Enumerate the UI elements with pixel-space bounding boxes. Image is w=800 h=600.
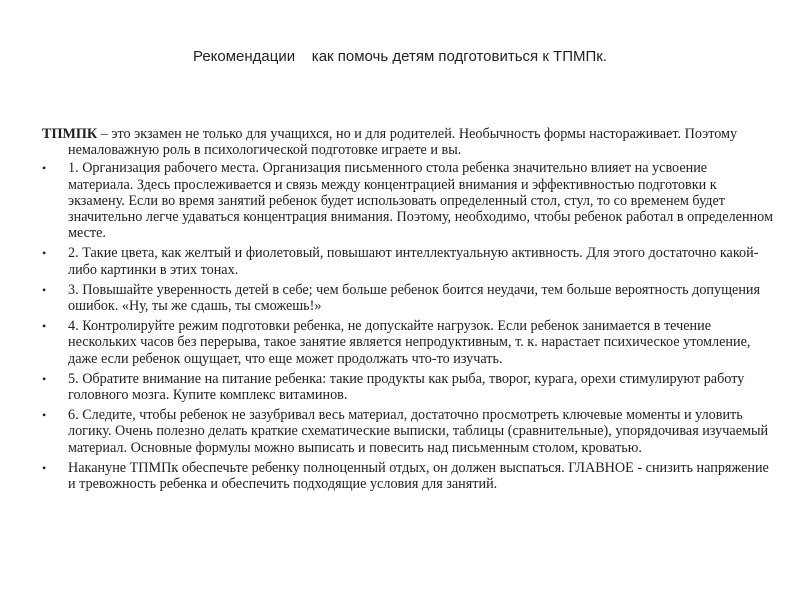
- bullet-icon: •: [42, 460, 47, 475]
- intro-lead: ТПМПК: [42, 126, 98, 142]
- bullet-icon: •: [42, 282, 47, 297]
- slide-title: Рекомендации как помочь детям подготовиться к ТПМПк.: [192, 48, 608, 65]
- list-item: [40, 282, 775, 314]
- bullet-icon: •: [42, 319, 47, 334]
- bullet-icon: •: [42, 161, 47, 176]
- list-item-text: 3. Повышайте уверенность детей в себе; чем больше ребенок боится неудачи, тем больше вероятность допущения ошибок. «Ну, ты же сдашь, ты сможешь!»: [68, 281, 761, 315]
- list-item-text: 4. Контролируйте режим подготовки ребенка, не допускайте нагрузок. Если ребенок занимается в течение нескольких часов без перерыва, такое занятие является непродуктивным, т. к. нарастает психическое утомление, даже если ребенок ощущает, что еще может продолжать что-то изучать.: [68, 318, 751, 367]
- list-item: [40, 407, 775, 456]
- bullet-icon: •: [42, 246, 47, 261]
- list-item: [40, 371, 775, 403]
- list-item: [40, 460, 775, 492]
- list-item: [40, 245, 775, 277]
- list-item-text: 2. Такие цвета, как желтый и фиолетовый, повышают интеллектуальную активность. Для этого достаточно какой-либо картинки в этих тонах.: [68, 245, 759, 278]
- list-item-text: 5. Обратите внимание на питание ребенка: такие продукты как рыба, творог, курага, орехи стимулируют работу головного мозга. Купите комплекс витаминов.: [68, 370, 745, 404]
- slide-content: [40, 126, 775, 496]
- list-item-text: 6. Следите, чтобы ребенок не зазубривал весь материал, достаточно просмотреть ключевые моменты и уловить логику. Очень полезно делать краткие схематические выписки, таблицы (сравнительные), упорядочивая изучаемый материал. Основные формулы можно выписать и повесить над письменным столом, кроватью.: [68, 407, 769, 456]
- list-item-text: Накануне ТПМПк обеспечьте ребенку полноценный отдых, он должен выспаться. ГЛАВНОЕ - снизить напряжение и тревожность ребенка и обеспечить подходящие условия для занятий.: [68, 459, 769, 493]
- bullet-icon: •: [42, 408, 47, 423]
- intro-paragraph: [40, 126, 775, 158]
- list-item: [40, 318, 775, 367]
- list-item-text: 1. Организация рабочего места. Организация письменного стола ребенка значительно влияет на усвоение материала. Здесь прослеживается и связь между концентрацией внимания и эффективностью подготовки к экзамену. Если во время занятий ребенок будет использовать определенный стол, стул, то со временем будет значительно легче удаваться концентрация внимания. Поэтому, необходимо, чтобы ребенок работал в определенном месте.: [68, 160, 773, 242]
- bullet-icon: •: [42, 371, 47, 386]
- list-item: [40, 160, 775, 241]
- intro-text: – это экзамен не только для учащихся, но и для родителей. Необычность формы настораживает. Поэтому немаловажную роль в психологической подготовке играете и вы.: [68, 126, 738, 159]
- recommendation-list: [40, 160, 775, 492]
